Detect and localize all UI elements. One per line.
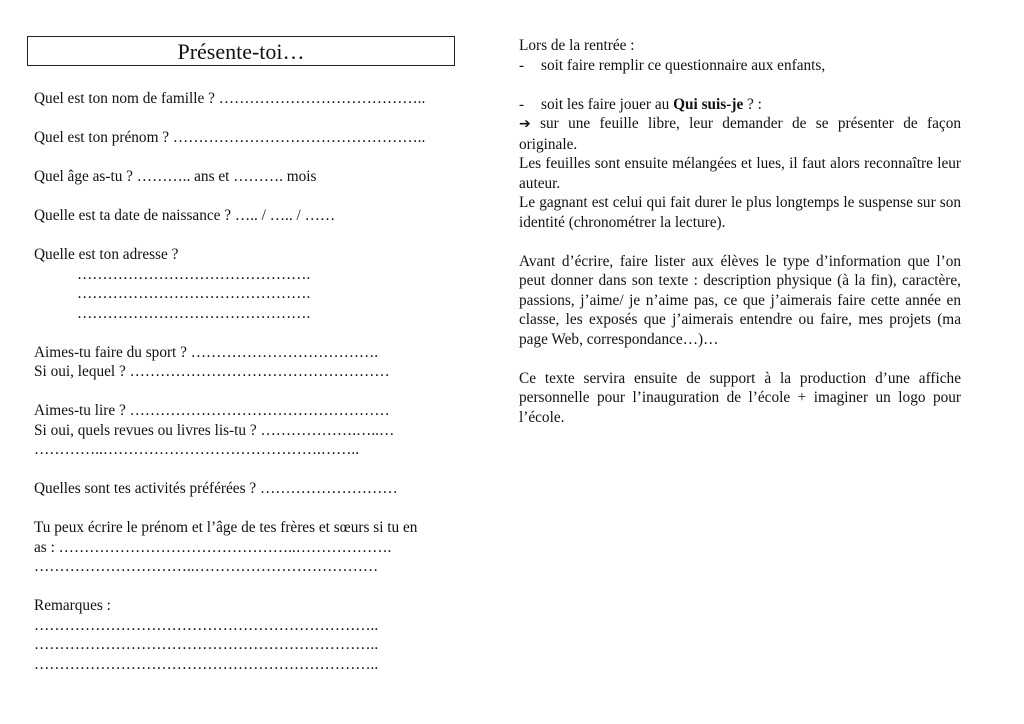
remarques-line: …………………………………………………………..: [34, 616, 379, 634]
question-freres: Tu peux écrire le prénom et l’âge de tes frères et sœurs si tu en: [34, 519, 418, 536]
instruction-paragraph: ➔ sur une feuille libre, leur demander de se présenter de façon originale.: [519, 115, 961, 153]
questionnaire: [34, 89, 484, 674]
question-sport: Aimes-tu faire du sport ? ……………………………….: [34, 343, 379, 361]
adresse-line: ……………………………………….: [77, 285, 311, 302]
dash-bullet: -: [519, 56, 525, 74]
question-lire-quels: Si oui, quels revues ou livres lis-tu ? ……………….…..…: [34, 421, 395, 439]
question-freres-cont: as : ………………………………………..……………….: [34, 538, 392, 556]
question-lire-cont: …………..…………………………………….……..: [34, 441, 360, 458]
page-title: Présente-toi…: [27, 36, 455, 66]
question-prenom: Quel est ton prénom ? …………………………………………..: [34, 129, 426, 146]
adresse-line: ……………………………………….: [77, 265, 311, 283]
question-activites: Quelles sont tes activités préférées ? ………………………: [34, 480, 398, 497]
instructions-intro: Lors de la rentrée :: [519, 37, 635, 54]
remarques-line: …………………………………………………………..: [34, 655, 379, 673]
dash-bullet: -: [519, 95, 525, 113]
instruction-paragraph: Ce texte servira ensuite de support à la production d’une affiche personnelle pour l’inauguration de l’école + imaginer un logo pour l’école.: [519, 369, 961, 426]
arrow-right-icon: ➔: [519, 116, 531, 132]
question-nom: Quel est ton nom de famille ? …………………………………..: [34, 90, 426, 107]
question-date: Quelle est ta date de naissance ? ….. / ….. / ……: [34, 207, 336, 224]
instructions: [519, 36, 961, 427]
question-freres-cont: …………………………..………………………………: [34, 558, 379, 575]
question-remarques: Remarques :: [34, 597, 111, 614]
question-adresse: Quelle est ton adresse ?: [34, 246, 179, 263]
remarques-line: …………………………………………………………..: [34, 636, 379, 653]
instruction-item-2: - soit les faire jouer au Qui suis-je ? :: [519, 95, 762, 113]
adresse-line: ……………………………………….: [77, 304, 311, 322]
instruction-paragraph: Le gagnant est celui qui fait durer le plus longtemps le suspense sur son identité (chronométrer la lecture).: [519, 194, 961, 231]
instruction-paragraph: Avant d’écrire, faire lister aux élèves le type d’information que l’on peut donner dans son texte : description physique (à la fin), caractère, passions, j’aime/ je n’aime pas, ce que j’aimerais faire cette année en classe, les exposés que j’aimerais entendre ou faire, mes projets (ma page Web, correspondance…)…: [519, 252, 961, 348]
question-sport-lequel: Si oui, lequel ? ……………………………………………: [34, 363, 390, 380]
question-age: Quel âge as-tu ? ……….. ans et ………. mois: [34, 168, 317, 185]
game-name: Qui suis-je: [673, 95, 744, 113]
instruction-item-1: - soit faire remplir ce questionnaire aux enfants,: [519, 56, 826, 74]
instruction-paragraph: Les feuilles sont ensuite mélangées et lues, il faut alors reconnaître leur auteur.: [519, 155, 961, 192]
question-lire: Aimes-tu lire ? ……………………………………………: [34, 402, 390, 419]
